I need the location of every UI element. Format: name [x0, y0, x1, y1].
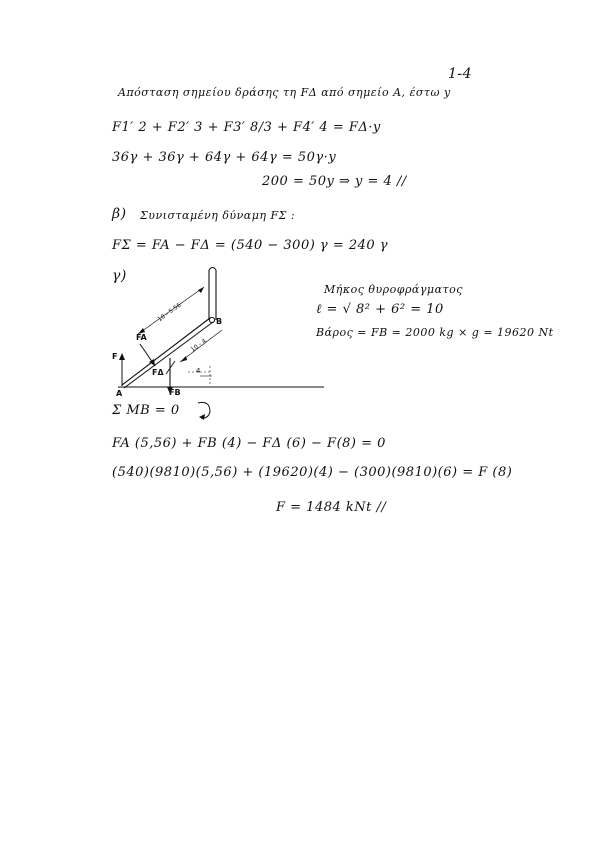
point-a-label: A	[116, 389, 123, 398]
force-f-label: F	[112, 352, 118, 361]
gate-length-equation: ℓ = √ 8² + 6² = 10	[316, 302, 444, 317]
moment-equation-2: 36γ + 36γ + 64γ + 64γ = 50γ·y	[112, 150, 337, 165]
hinge-b	[209, 317, 214, 322]
force-fa-label: FA	[136, 333, 147, 342]
dimension-four-label: 4	[196, 367, 201, 375]
section-a-heading: Απόσταση σημείου δράσης τη FΔ από σημείο A, έστω y	[118, 86, 451, 99]
result-force-f: F = 1484 kNt //	[276, 500, 387, 515]
section-c-marker: γ)	[112, 268, 127, 284]
gate-weight-equation: Βάρος = FB = 2000 kg × g = 19620 Nt	[316, 326, 554, 339]
moment-equation-c2: (540)(9810)(5,56) + (19620)(4) − (300)(9810)(6) = F (8)	[112, 465, 513, 480]
result-y: 200 = 50y ⇒ y = 4 //	[262, 174, 407, 189]
moment-equation-c1: FA (5,56) + FB (4) − FΔ (6) − F(8) = 0	[112, 436, 386, 451]
dimension-short-label: 10 - 4	[189, 337, 208, 354]
force-fdelta-label: FΔ	[152, 368, 164, 377]
dimension-long-label: 10 - 5.56	[156, 301, 183, 324]
section-b-heading: Συνισταμένη δύναμη FΣ :	[140, 209, 296, 222]
moment-equation-1: F1′ 2 + F2′ 3 + F3′ 8/3 + F4′ 4 = FΔ·y	[112, 120, 381, 135]
section-b-marker: β)	[112, 206, 127, 222]
resultant-force-equation: FΣ = FA − FΔ = (540 − 300) γ = 240 γ	[112, 238, 389, 253]
page-number: 1-4	[448, 66, 473, 82]
moment-about-b: Σ MB = 0	[112, 403, 180, 418]
gate-length-title: Μήκος θυροφράγματος	[324, 283, 463, 296]
point-b-label: B	[216, 317, 223, 326]
force-fb-label: FB	[169, 388, 181, 397]
